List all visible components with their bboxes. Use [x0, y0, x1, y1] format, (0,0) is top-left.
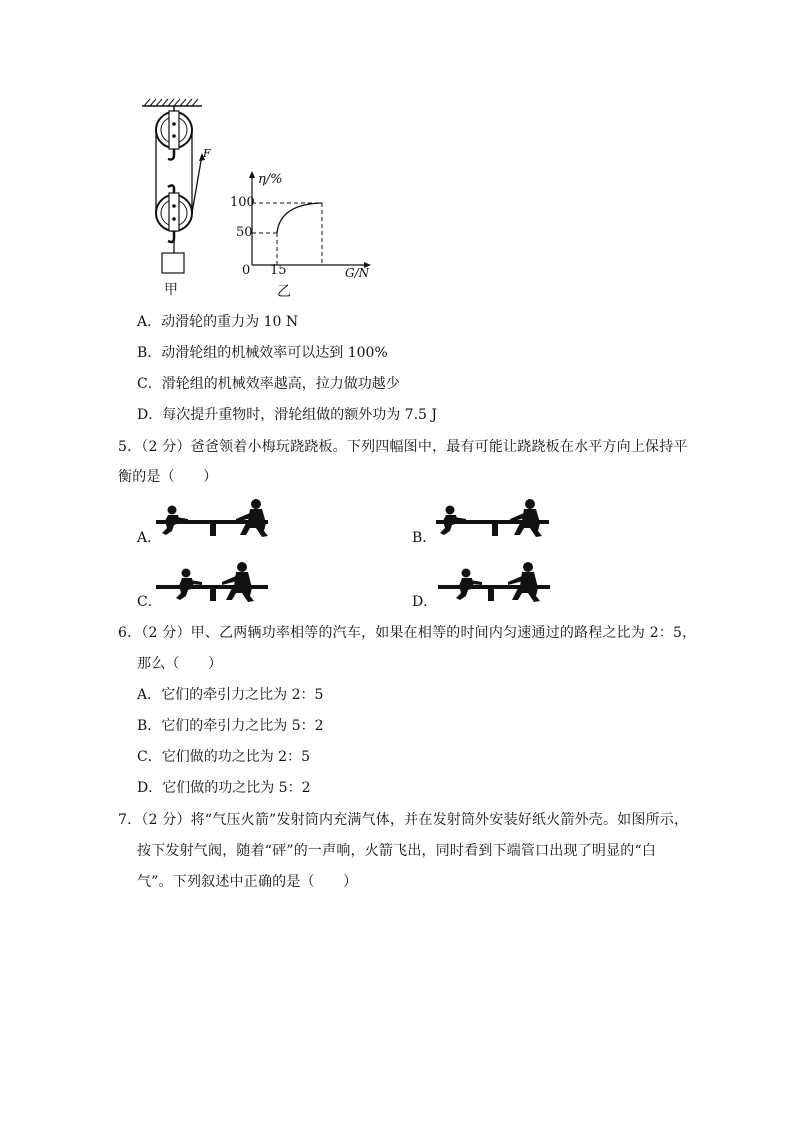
option-letter: A． — [137, 687, 162, 703]
y-tick-50: 50 — [236, 225, 253, 240]
seesaw-image-a — [150, 497, 275, 542]
option-text: 它们的牵引力之比为 2：5 — [161, 687, 324, 703]
option-letter: B． — [137, 718, 162, 734]
y-axis-label: η/% — [258, 172, 283, 187]
option-text: 它们做的功之比为 2：5 — [161, 749, 310, 765]
q6-option-c — [137, 747, 310, 767]
q6-option-b — [137, 716, 324, 736]
q7-stem-line1: 7．（2 分）将“气压火箭”发射筒内充满气体，并在发射筒外安装好纸火箭外壳。如图所示， — [118, 812, 689, 828]
seesaw-image-c — [150, 560, 275, 605]
option-letter: D． — [137, 407, 163, 423]
q7-stem-line3: 气”。下列叙述中正确的是（ ） — [137, 874, 358, 890]
x-axis-label: G/N — [345, 266, 370, 280]
q5-stem-line2: 衡的是（ ） — [118, 469, 218, 485]
origin-label: 0 — [242, 263, 251, 278]
option-text: 动滑轮的重力为 10 N — [161, 314, 299, 330]
q5-option-c-letter: C． — [137, 594, 162, 610]
q5-option-a-letter: A． — [137, 530, 162, 546]
option-letter: B． — [137, 345, 162, 361]
x-tick-15: 15 — [270, 263, 287, 278]
q4-option-c — [137, 374, 400, 394]
option-text: 滑轮组的机械效率越高，拉力做功越少 — [161, 376, 400, 392]
option-letter: C． — [137, 376, 162, 392]
q4-option-b — [137, 343, 388, 363]
q4-option-d — [137, 405, 437, 425]
seesaw-image-d — [430, 560, 555, 605]
q5-option-b-letter: B． — [412, 530, 437, 546]
graph-caption: 乙 — [277, 284, 291, 300]
seesaw-image-b — [430, 497, 555, 542]
option-text: 动滑轮组的机械效率可以达到 100% — [161, 345, 388, 361]
option-letter: A． — [137, 314, 162, 330]
pulley-caption: 甲 — [164, 282, 178, 298]
y-tick-100: 100 — [230, 195, 255, 210]
option-letter: D． — [137, 780, 163, 796]
pulley-figure — [130, 95, 220, 305]
option-text: 它们做的功之比为 5：2 — [162, 780, 311, 796]
q5-stem-line1: 5．（2 分）爸爸领着小梅玩跷跷板。下列四幅图中，最有可能让跷跷板在水平方向上保持平 — [118, 439, 688, 455]
force-label: F — [203, 147, 211, 160]
q6-stem-line2: 那么（ ） — [137, 656, 223, 672]
q6-option-a — [137, 685, 323, 705]
option-letter: C． — [137, 749, 162, 765]
q5-option-d-letter: D． — [412, 594, 438, 610]
q4-option-a — [137, 312, 298, 332]
q6-option-d — [137, 778, 311, 798]
q7-stem-line2: 按下发射气阀，随着“砰”的一声响，火箭飞出，同时看到下端管口出现了明显的“白 — [137, 843, 657, 859]
q6-stem-line1: 6．（2 分）甲、乙两辆功率相等的汽车，如果在相等的时间内匀速通过的路程之比为 2：5， — [118, 625, 697, 641]
option-text: 它们的牵引力之比为 5：2 — [161, 718, 324, 734]
option-text: 每次提升重物时，滑轮组做的额外功为 7.5 J — [162, 407, 438, 423]
